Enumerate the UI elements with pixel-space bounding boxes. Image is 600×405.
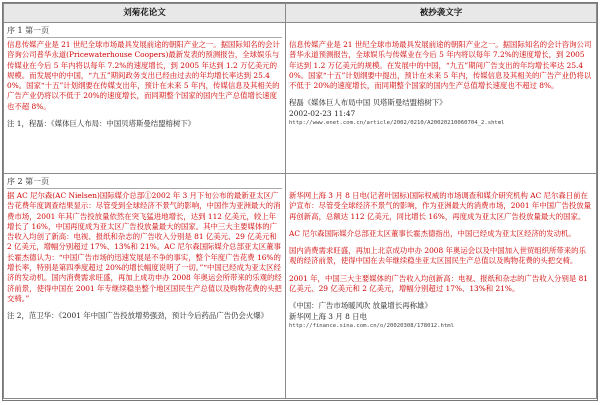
section-1-right-source: 程磊《媒体巨人布局中国 贝塔斯曼结盟榕树下》 xyxy=(289,98,447,108)
section-row-2 xyxy=(4,174,597,399)
section-2-right-paragraph-2: AC 尼尔森国际媒介总部亚太区董事长霍杰德指出，中国已经成为亚太区经济的发动机。 xyxy=(289,228,576,238)
section-2-title: 序 2 第一页 xyxy=(7,177,50,186)
section-1-left-paragraph: 信息传媒产业是 21 世纪全球市场最具发展前途的朝阳产业之一。据国际知名的会计咨询公司普华永道(Pricewaterhouse Coopers)最新发表的预测报告，全球娱乐与传媒业在今后 5 年内将以每年 7.2%的速度增长，到 2005 年达到 1.2 万亿美元的规模。而发展中的中国，“九五”期间政务支出已经由过去的年均增长率达到 25.40%。国家“十五”计划纲要在传媒支出年，预计在未来 5 年内，传媒信息及其相关的广告产业仍将以不低于 20%的速度增长，而同期整个国家的国内生产总值增长速度也不超 8%。 xyxy=(7,40,280,111)
section-1-left-note: 注 1，程磊：《媒体巨人布局：中国贝塔斯曼结盟榕树下》 xyxy=(7,119,196,129)
divider xyxy=(7,37,282,38)
section-1-right-cell xyxy=(286,23,597,174)
section-1-right-date: 2002-02-23 11:47 xyxy=(289,108,356,118)
section-2-right-cell xyxy=(286,174,597,399)
section-2-left-note: 注 2，范卫华：《2001 年中国广告投放增势强劲，预计今后药品广告仍会火爆》 xyxy=(7,311,269,321)
section-2-left-paragraph: 据 AC 尼尔森(AC Nielsen)国际媒介总部①2002 年 3 月下旬公布的最新亚太区广告花费年度调查结果显示：尽管受到全球经济不景气的影响，中国作为亚洲最大的消费市场，2001 年其广告投放量依然在突飞猛进地增长，达到 112 亿美元，较上年增长了 16%，中国再度成为亚太区广告投放量最大的国家。其中三大主要媒体的广告收入均创了新高：电视、报纸和杂志的广告收入分别是 81 亿美元、29 亿美元和 2 亿美元，增幅分别超过 17%、13%和 21%。AC 尼尔森国际媒介总部亚太区董事长霍杰德认为：“中国广告市场的迅速发展是不争的事实，整个年度广告花费 16%的增长率，特别是第四季度超过 20%的增长幅度说明了一切。”“中国已经成为亚太区经济的发动机。国内消费需求旺盛，再加上成功申办 2008 年奥运会所带来的乐观的经济前景，使得中国在 2001 年专继续稳坐整个地区国民生产总值以及购物花费的头把交椅。” xyxy=(7,191,282,303)
section-1-title: 序 1 第一页 xyxy=(7,26,50,35)
section-row-1 xyxy=(4,23,597,174)
header-row xyxy=(4,4,597,23)
section-1-left-cell xyxy=(4,23,286,174)
section-1-right-paragraph: 信息传媒产业是 21 世纪全球市场最具发展前途的朝阳产业之一。据国际知名的会计咨询公司普华永道预测报告，全球娱乐与传媒业在今后 5 年内将以每年 7.2%的速度增长，到 2005 年达到 1.2 万亿美元的规模。在发展中的中国，“九五”期间广告支出的年均增长率达 25.40%。国家“十五”计划纲要中提出，预计在未来 5 年内，传媒信息及其相关的广告产业仍将以不低于 20%的速度增长，而同期整个国家的国内生产总值增长速度也不超过 8%。 xyxy=(289,40,592,91)
header-right: 被抄袭文字 xyxy=(286,4,597,23)
comparison-table xyxy=(3,3,597,399)
section-2-left-cell xyxy=(4,174,286,399)
section-2-right-source: 《中国：广告市场暖风吹 放量增长再称雄》 xyxy=(289,301,432,311)
section-1-right-url[interactable]: http://www.enet.com.cn/article/2002/0210/A20020210060704_2.shtml xyxy=(289,120,505,127)
section-2-right-url[interactable]: http://finance.sina.com.cn/o/20020308/178012.html xyxy=(289,322,455,329)
divider xyxy=(7,188,282,189)
section-2-right-paragraph-1: 新华网上海 3 月 8 日电(记者叶国标)国际权威的市场调查和媒介研究机构 AC 尼尔森日前在沪宣布：尽管受全球经济不景气的影响，作为亚洲最大的消费市场，2001 年中国广告投放量再创新高，总额达 112 亿美元，同比增长 16%，再度成为亚太区广告投放量最大的国家。 xyxy=(289,191,592,221)
section-2-right-paragraph-4: 2001 年，中国三大主要媒体的广告收入均创新高：电视、报纸和杂志的广告收入分别是 81 亿美元、29 亿美元和 2 亿美元，增幅分别超过 17%、13%和 21%。 xyxy=(289,273,588,294)
header-left: 刘菊花论文 xyxy=(4,4,286,23)
section-2-right-paragraph-3: 国内消费需求旺盛，再加上北京成功申办 2008 年奥运会以及中国加入世贸组织所带来的乐观的经济前景，使得中国在去年继续稳坐亚太区国民生产总值以及购物花费的头把交椅。 xyxy=(289,246,586,266)
comparison-document xyxy=(2,2,598,401)
section-2-right-date: 新华网上海 3 月 8 日电 xyxy=(289,311,367,321)
